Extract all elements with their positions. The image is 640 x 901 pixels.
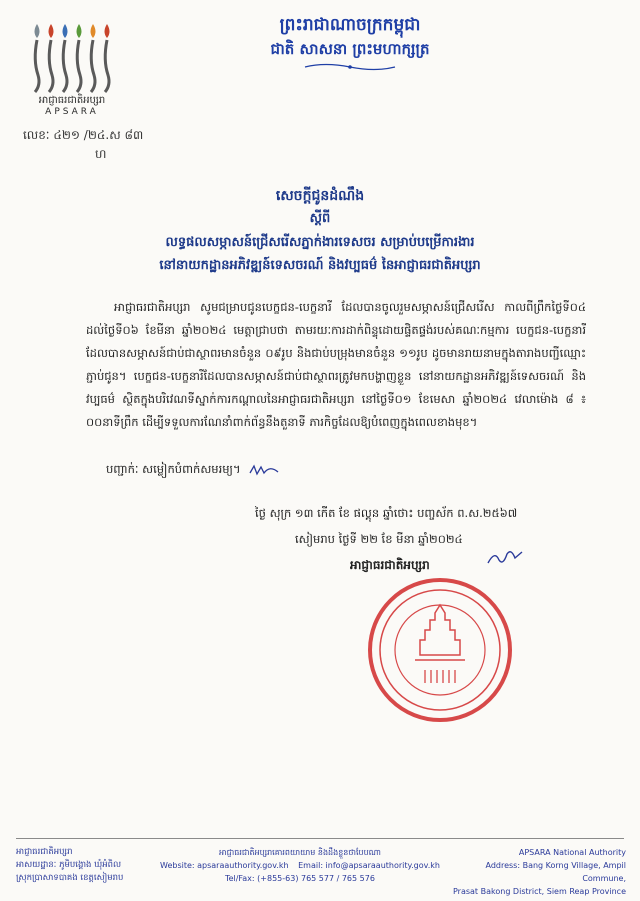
reference-suffix: ហ [95, 147, 107, 161]
logo-flame [91, 24, 96, 38]
notice-subject-line-1: លទ្ធផលសម្ភាសន៍ជ្រើសរើសភ្នាក់ងារទេសចរ សម្រាប់បម្រើការងារ [165, 235, 475, 250]
footer-left-line: ស្រុកប្រាសាទបាគង ខេត្តសៀមរាប [16, 873, 124, 883]
notice-subject-line-2: នៅនាយកដ្ឋានអភិវឌ្ឍន៍ទេសចរណ៍ និងវប្បធម៌ នៃអាជ្ញាធរជាតិអប្សរា [159, 258, 481, 273]
body-paragraph: អាជ្ញាធរជាតិអប្សរា សូមជម្រាបជូនបេក្ខជន-បេក្ខនារី ដែលបានចូលរួមសម្ភាសន៍ជ្រើសរើស កាលពីព្រឹកថ្ងៃទី០៤ ដល់ថ្ងៃទី០៦ ខែមីនា ឆ្នាំ២០២៤ មេត្តាជ្រាបថា តាមរយៈការដាក់ពិន្ទុដោយផ្ទិតផ្ទង់របស់គណៈកម្មការ បេក្ខជន-បេក្ខនារី ដែលបានសម្ភាសន៍ជាប់ជាស្ថាពរមានចំនួន ០៩រូប និងជាប់បម្រុងមានចំនួន ១១រូប ដូចមានរាយនាមក្នុងតារាងបញ្ជីឈ្មោះភ្ជាប់ជូន។ បេក្ខជន-បេក្ខនារីដែលបានសម្ភាសន៍ជាប់ជាស្ថាពរត្រូវមកបង្ហាញខ្លួន នៅនាយកដ្ឋានអភិវឌ្ឍន៍ទេសចរណ៍ និងវប្បធម៌ ស្ថិតក្នុងបរិវេណទីស្នាក់ការកណ្តាលនៃអាជ្ញាធរជាតិអប្សរា នៅថ្ងៃទី០១ ខែមេសា ឆ្នាំ២០២៤ វេលាម៉ោង ៨ ៖ ០០នាទីព្រឹក ដើម្បីទទួលការណែនាំពាក់ព័ន្ធនឹងតួនាទី ភារកិច្ចដែលឱ្យបំពេញក្នុងពេលខាងមុខ។ [86, 300, 586, 429]
footer-divider [16, 838, 624, 839]
footer-address-en [446, 846, 626, 898]
footer-right-line: Address: Bang Korng Village, Ampil Commune, [485, 861, 626, 883]
email-link[interactable]: Email: info@apsaraauthority.gov.kh [298, 861, 440, 870]
reference-number: លេខៈ ៤២១ /២៤.ស ៨៣ [23, 128, 144, 142]
logo-name-en: APSARA [45, 107, 99, 117]
footer-right-line: Prasat Bakong District, Siem Reap Province [452, 887, 626, 896]
official-seal [365, 575, 515, 725]
logo-flame [105, 24, 110, 38]
logo-stem [49, 40, 53, 92]
logo-stem [77, 40, 81, 92]
lunar-date: ថ្ងៃ សុក្រ ១៣ កើត ខែ ផល្គុន ឆ្នាំថោះ បញ្ចស័ក ព.ស.២៥៦៧ [255, 506, 518, 520]
footer-left-line: អាជ្ញាធរជាតិអប្សរា [16, 847, 73, 857]
ornament-divider [300, 62, 400, 72]
logo-stem [63, 40, 67, 92]
footer-contacts [160, 846, 440, 885]
signing-authority: អាជ្ញាធរជាតិអប្សរា [350, 558, 430, 572]
footer-right-line: APSARA National Authority [518, 848, 626, 857]
note-text: បញ្ជាក់ៈ សម្លៀកបំពាក់សមរម្យ។ [106, 462, 241, 476]
solar-date: សៀមរាប ថ្ងៃទី ២២ ខែ មីនា ឆ្នាំ២០២៤ [295, 532, 463, 546]
initial-mark [248, 463, 282, 477]
kingdom-title: ព្រះរាជាណាចក្រកម្ពុជា [279, 15, 421, 35]
notice-title: សេចក្តីជូនដំណឹង [275, 188, 365, 204]
footer-mid-title: អាជ្ញាធរជាតិអប្សរាគោរពយាយាម និងដឹងខ្លួនថាបែបណា [219, 848, 381, 857]
website-link[interactable]: Website: apsaraauthority.gov.kh [160, 861, 289, 870]
logo-flame [35, 24, 40, 38]
dress-code-note [106, 462, 282, 479]
notice-subject-label: ស្តីពី [309, 211, 331, 226]
logo-stem [35, 40, 39, 92]
footer-address-km [16, 846, 156, 885]
notice-body [86, 296, 586, 434]
logo-flame [49, 24, 54, 38]
footer-left-line: អាសយដ្ឋានៈ ភូមិបង្គោង ឃុំអំពិល [16, 860, 122, 870]
signature [485, 548, 525, 568]
logo-name-km: អាជ្ញាធរជាតិអប្សរា [38, 95, 106, 106]
logo-flame [63, 24, 68, 38]
logo-stem [105, 40, 109, 92]
logo-flame [77, 24, 82, 38]
tel-fax: Tel/Fax: (+855-63) 765 577 / 765 576 [225, 874, 375, 883]
national-motto: ជាតិ សាសនា ព្រះមហាក្សត្រ [270, 40, 430, 58]
logo-stem [91, 40, 95, 92]
